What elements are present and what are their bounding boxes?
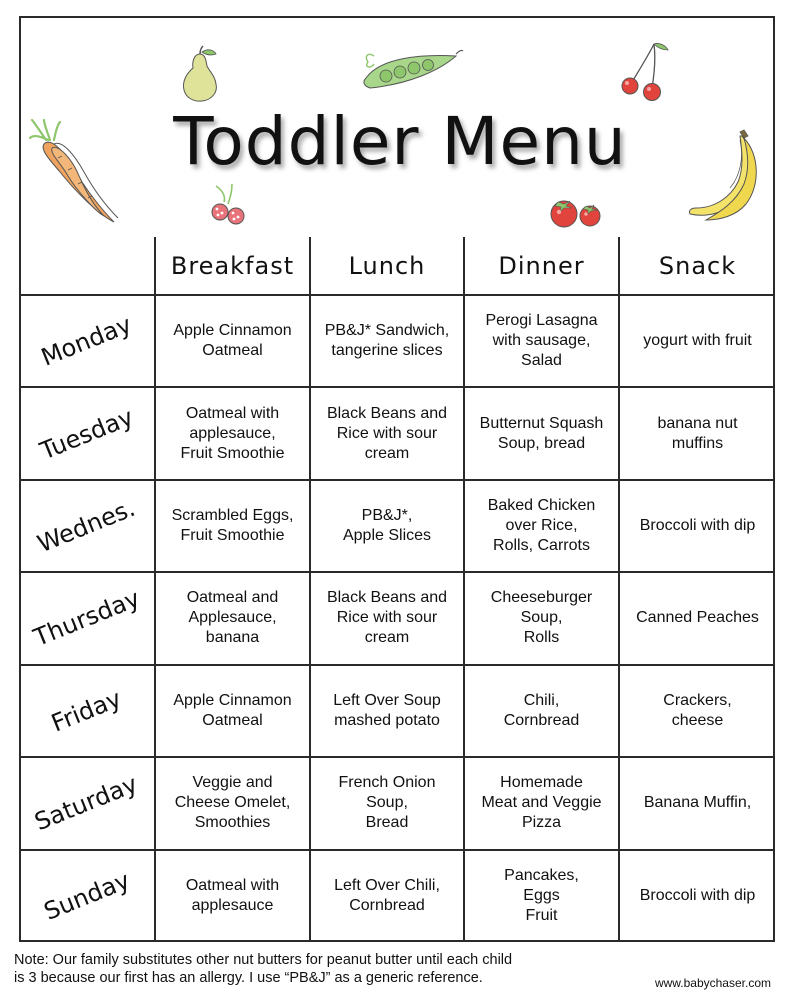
menu-item-line: applesauce, bbox=[189, 424, 276, 442]
menu-item-line: French Onion bbox=[338, 774, 436, 792]
menu-item-line: Cheese Omelet, bbox=[174, 794, 291, 812]
column-header-dinner: Dinner bbox=[464, 237, 619, 295]
day-label: Friday bbox=[47, 684, 126, 738]
menu-item-line: Veggie and bbox=[192, 774, 273, 792]
lunch-cell bbox=[310, 850, 464, 942]
dinner-cell bbox=[464, 572, 619, 664]
column-header-snack: Snack bbox=[619, 237, 775, 295]
dinner-cell bbox=[464, 295, 619, 387]
menu-item-line: Broccoli with dip bbox=[639, 887, 756, 905]
menu-item-line: banana nut bbox=[657, 414, 738, 432]
header-row bbox=[19, 237, 775, 295]
menu-item-line: Black Beans and bbox=[326, 404, 448, 422]
breakfast-cell bbox=[155, 665, 310, 757]
dinner-cell bbox=[464, 480, 619, 572]
menu-item-line: Crackers, bbox=[663, 691, 732, 709]
menu-item-line: Fruit Smoothie bbox=[180, 444, 285, 462]
breakfast-cell bbox=[155, 480, 310, 572]
menu-item-line: Oatmeal with bbox=[185, 877, 280, 895]
lunch-cell bbox=[310, 665, 464, 757]
menu-item-line: PB&J*, bbox=[361, 507, 413, 525]
day-cell bbox=[19, 480, 155, 572]
menu-item-line: Butternut Squash bbox=[479, 414, 604, 432]
menu-item-line: banana bbox=[205, 629, 260, 647]
menu-item-line: yogurt with fruit bbox=[643, 332, 752, 350]
menu-item-line: cream bbox=[364, 629, 410, 647]
snack-cell bbox=[619, 572, 775, 664]
menu-item-line: Smoothies bbox=[194, 814, 271, 832]
menu-item-line: Oatmeal bbox=[202, 342, 263, 360]
day-label: Wednes. bbox=[33, 493, 140, 559]
menu-item-line: tangerine slices bbox=[331, 342, 443, 360]
breakfast-cell bbox=[155, 572, 310, 664]
menu-item-line: Apple Cinnamon bbox=[173, 691, 292, 709]
menu-item-line: Apple Slices bbox=[342, 527, 432, 545]
menu-item-line: Cheeseburger bbox=[490, 589, 593, 607]
column-header-breakfast: Breakfast bbox=[155, 237, 310, 295]
menu-item-line: Canned Peaches bbox=[636, 609, 759, 627]
menu-item-line: Oatmeal bbox=[202, 711, 263, 729]
menu-item-line: Perogi Lasagna bbox=[485, 312, 598, 330]
day-cell bbox=[19, 572, 155, 664]
menu-item-line: Baked Chicken bbox=[487, 497, 596, 515]
menu-item-line: Left Over Soup bbox=[333, 691, 441, 709]
page-title: Toddler Menu bbox=[173, 103, 627, 180]
day-label: Tuesday bbox=[35, 402, 138, 465]
menu-row bbox=[19, 480, 775, 572]
menu-item-line: Fruit bbox=[525, 907, 558, 925]
menu-row bbox=[19, 572, 775, 664]
column-header-lunch: Lunch bbox=[310, 237, 464, 295]
menu-item-line: Oatmeal and bbox=[186, 589, 279, 607]
day-cell bbox=[19, 850, 155, 942]
menu-item-line: applesauce bbox=[191, 897, 274, 915]
snack-cell bbox=[619, 757, 775, 849]
day-cell bbox=[19, 757, 155, 849]
menu-item-line: Pancakes, bbox=[504, 867, 579, 885]
menu-table bbox=[19, 237, 775, 942]
menu-item-line: Soup, bread bbox=[497, 434, 586, 452]
menu-row bbox=[19, 665, 775, 757]
breakfast-cell bbox=[155, 850, 310, 942]
menu-item-line: Oatmeal with bbox=[185, 404, 280, 422]
menu-item-line: Soup, bbox=[520, 609, 563, 627]
dinner-cell bbox=[464, 757, 619, 849]
menu-item-line: Cornbread bbox=[349, 897, 425, 915]
menu-row bbox=[19, 295, 775, 387]
menu-item-line: with sausage, bbox=[492, 332, 591, 350]
menu-item-line: Apple Cinnamon bbox=[173, 322, 292, 340]
menu-item-line: Fruit Smoothie bbox=[180, 527, 285, 545]
menu-item-line: Chili, bbox=[523, 691, 560, 709]
day-label: Thursday bbox=[29, 584, 144, 653]
breakfast-cell bbox=[155, 387, 310, 479]
menu-item-line: Eggs bbox=[523, 887, 560, 905]
column-header-corner bbox=[19, 237, 155, 295]
menu-item-line: over Rice, bbox=[505, 517, 578, 535]
menu-item-line: Black Beans and bbox=[326, 589, 448, 607]
menu-item-line: Cornbread bbox=[503, 711, 580, 729]
snack-cell bbox=[619, 850, 775, 942]
tomatoes-icon bbox=[544, 190, 606, 230]
breakfast-cell bbox=[155, 757, 310, 849]
menu-item-line: Bread bbox=[365, 814, 409, 832]
dinner-cell bbox=[464, 850, 619, 942]
lunch-cell bbox=[310, 295, 464, 387]
menu-item-line: Broccoli with dip bbox=[639, 517, 756, 535]
menu-item-line: Rice with sour bbox=[336, 424, 438, 442]
day-cell bbox=[19, 387, 155, 479]
snack-cell bbox=[619, 295, 775, 387]
day-cell bbox=[19, 295, 155, 387]
menu-item-line: Rolls, Carrots bbox=[493, 537, 590, 555]
day-cell bbox=[19, 665, 155, 757]
menu-item-line: Banana Muffin, bbox=[643, 794, 752, 812]
day-label: Monday bbox=[37, 310, 136, 372]
menu-item-line: Rice with sour bbox=[336, 609, 438, 627]
menu-row bbox=[19, 850, 775, 942]
dinner-cell bbox=[464, 387, 619, 479]
menu-item-line: mashed potato bbox=[334, 711, 440, 729]
lunch-cell bbox=[310, 387, 464, 479]
footnote bbox=[14, 951, 634, 987]
site-credit: www.babychaser.com bbox=[654, 976, 771, 990]
day-label: Saturday bbox=[31, 770, 142, 837]
lunch-cell bbox=[310, 757, 464, 849]
snack-cell bbox=[619, 665, 775, 757]
dinner-cell bbox=[464, 665, 619, 757]
menu-item-line: Scrambled Eggs, bbox=[171, 507, 294, 525]
lunch-cell bbox=[310, 572, 464, 664]
menu-item-line: cream bbox=[364, 444, 410, 462]
footnote-line: is 3 because our first has an allergy. I use “PB&J” as a generic reference. bbox=[14, 970, 483, 986]
breakfast-cell bbox=[155, 295, 310, 387]
menu-item-line: PB&J* Sandwich, bbox=[324, 322, 450, 340]
menu-item-line: Applesauce, bbox=[188, 609, 277, 627]
menu-body bbox=[19, 295, 775, 942]
snack-cell bbox=[619, 480, 775, 572]
lunch-cell bbox=[310, 480, 464, 572]
menu-item-line: muffins bbox=[671, 434, 724, 452]
footnote-line: Note: Our family substitutes other nut butters for peanut butter until each child bbox=[14, 952, 513, 968]
menu-item-line: Meat and Veggie bbox=[481, 794, 602, 812]
snack-cell bbox=[619, 387, 775, 479]
menu-item-line: cheese bbox=[671, 711, 724, 729]
menu-item-line: Left Over Chili, bbox=[334, 877, 440, 895]
menu-item-line: Pizza bbox=[521, 814, 562, 832]
menu-item-line: Rolls bbox=[523, 629, 560, 647]
menu-item-line: Homemade bbox=[500, 774, 583, 792]
menu-row bbox=[19, 757, 775, 849]
menu-row bbox=[19, 387, 775, 479]
pea-pod-icon bbox=[360, 48, 464, 94]
menu-item-line: Soup, bbox=[366, 794, 408, 812]
menu-item-line: Salad bbox=[521, 352, 562, 370]
day-label: Sunday bbox=[39, 866, 134, 927]
